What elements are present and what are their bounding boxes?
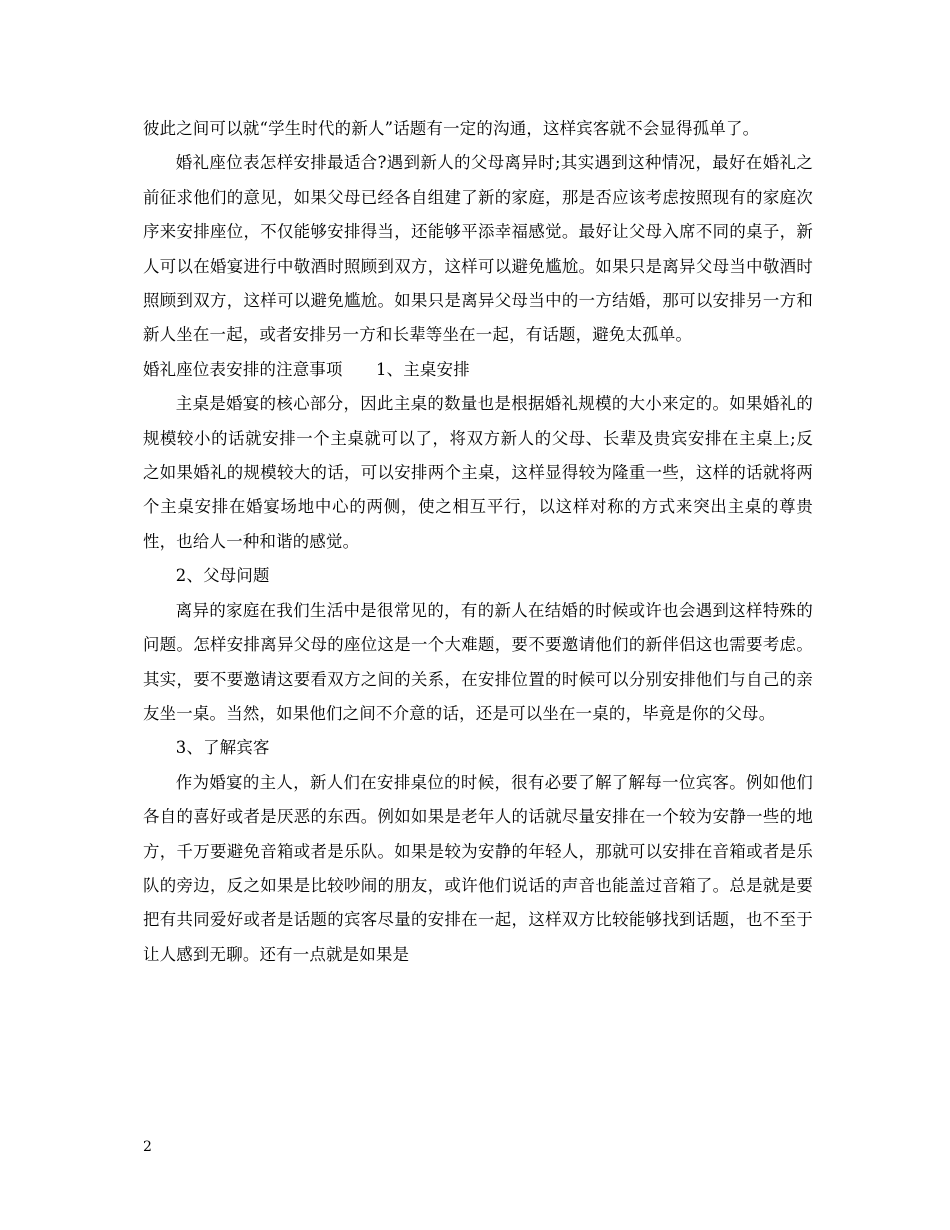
subheading-parents-issue: 2、父母问题 xyxy=(175,566,270,586)
section-heading-notes: 婚礼座位表安排的注意事项 1、主桌安排 xyxy=(143,359,470,379)
subheading-know-guests: 3、了解宾客 xyxy=(175,738,270,758)
paragraph-main-table: 主桌是婚宴的核心部分，因此主桌的数量也是根据婚礼规模的大小来定的。如果婚礼的规模较小的话就安排一个主桌就可以了，将双方新人的父母、长辈及贵宾安排在主桌上;反之如果婚礼的规模较大的话，可以安排两个主桌，这样显得较为隆重一些，这样的话就将两个主桌安排在婚宴场地中心的两侧，使之相互平行，以这样对称的方式来突出主桌的尊贵性，也给人一种和谐的感觉。 xyxy=(143,394,813,551)
paragraph-divorced-parents-seating: 婚礼座位表怎样安排最适合?遇到新人的父母离异时;其实遇到这种情况，最好在婚礼之前征求他们的意见，如果父母已经各自组建了新的家庭，那是否应该考虑按照现有的家庭次序来安排座位，不仅能够安排得当，还能够平添幸福感觉。最好让父母入席不同的桌子，新人可以在婚宴进行中敬酒时照顾到双方，这样可以避免尴尬。如果只是离异父母当中敬酒时照顾到双方，这样可以避免尴尬。如果只是离异父母当中的一方结婚，那可以安排另一方和新人坐在一起，或者安排另一方和长辈等坐在一起，有话题，避免太孤单。 xyxy=(143,153,813,345)
page-number: 2 xyxy=(143,1139,152,1155)
paragraph-parents-issue: 离异的家庭在我们生活中是很常见的，有的新人在结婚的时候或许也会遇到这样特殊的问题。怎样安排离异父母的座位这是一个大难题，要不要邀请他们的新伴侣这也需要考虑。其实，要不要邀请这要看双方之间的关系，在安排位置的时候可以分别安排他们与自己的亲友坐一桌。当然，如果他们之间不介意的话，还是可以坐在一桌的，毕竟是你的父母。 xyxy=(143,600,813,723)
document-body xyxy=(143,112,813,972)
paragraph-know-guests: 作为婚宴的主人，新人们在安排桌位的时候，很有必要了解了解每一位宾客。例如他们各自的喜好或者是厌恶的东西。例如如果是老年人的话就尽量安排在一个较为安静一些的地方，千万要避免音箱或者是乐队。如果是较为安静的年轻人，那就可以安排在音箱或者是乐队的旁边，反之如果是比较吵闹的朋友，或许他们说话的声音也能盖过音箱了。总是就是要把有共同爱好或者是话题的宾客尽量的安排在一起，这样双方比较能够找到话题，也不至于让人感到无聊。还有一点就是如果是 xyxy=(143,772,813,964)
paragraph-continuation: 彼此之间可以就“学生时代的新人”话题有一定的沟通，这样宾客就不会显得孤单了。 xyxy=(143,119,760,138)
